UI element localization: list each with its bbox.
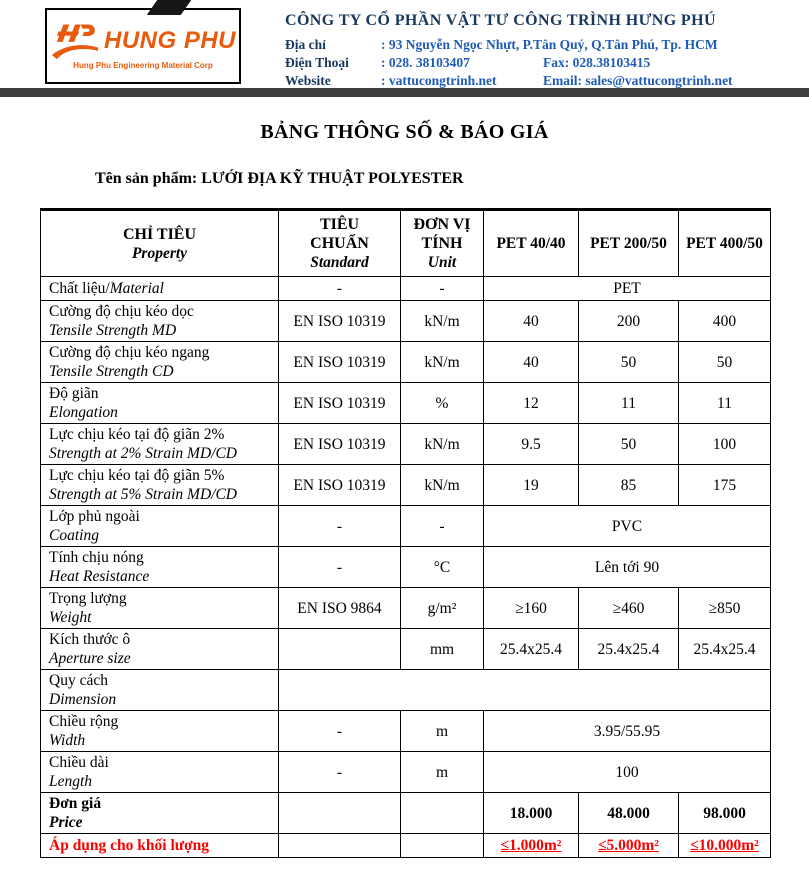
spec-table <box>40 208 771 858</box>
unit-cell: kN/m <box>401 465 484 506</box>
value-cell: 3.95/55.95 <box>484 711 771 752</box>
col-header-unit: ĐƠN VỊ TÍNH Unit <box>401 210 484 277</box>
unit-cell: kN/m <box>401 342 484 383</box>
value-cell: 19 <box>484 465 579 506</box>
standard-cell: - <box>279 752 401 793</box>
address-label: Địa chỉ <box>285 37 326 52</box>
empty-cell <box>279 670 771 711</box>
standard-cell: EN ISO 10319 <box>279 383 401 424</box>
row-dimension <box>41 670 771 711</box>
address-value: : 93 Nguyễn Ngọc Nhựt, P.Tân Quý, Q.Tân Phú, Tp. HCM <box>381 37 718 52</box>
company-logo <box>45 8 241 84</box>
standard-cell: EN ISO 10319 <box>279 342 401 383</box>
value-cell: 200 <box>579 301 679 342</box>
value-cell: ≥460 <box>579 588 679 629</box>
value-cell: PET <box>484 277 771 301</box>
unit-cell: m <box>401 711 484 752</box>
standard-cell: - <box>279 711 401 752</box>
row-tensile-cd <box>41 342 771 383</box>
property-cell: Kích thước ô Aperture size <box>41 629 279 670</box>
standard-cell: EN ISO 10319 <box>279 301 401 342</box>
unit-cell: - <box>401 277 484 301</box>
row-coating <box>41 506 771 547</box>
address-row <box>285 36 733 54</box>
value-cell: 12 <box>484 383 579 424</box>
row-length <box>41 752 771 793</box>
col-header-standard: TIÊU CHUẨN Standard <box>279 210 401 277</box>
brand-tagline: Hung Phu Engineering Material Corp <box>73 61 213 70</box>
value-cell: 11 <box>579 383 679 424</box>
brand-name: HUNG PHU <box>103 27 236 54</box>
row-elongation <box>41 383 771 424</box>
price-value-cell: 48.000 <box>579 793 679 834</box>
standard-cell: - <box>279 506 401 547</box>
website-row <box>285 72 733 90</box>
standard-cell: - <box>279 547 401 588</box>
unit-cell <box>401 834 484 858</box>
quantity-value-cell: ≤10.000m² <box>679 834 771 858</box>
page-title: BẢNG THÔNG SỐ & BÁO GIÁ <box>260 121 549 143</box>
email-value[interactable]: Email: sales@vattucongtrinh.net <box>543 73 733 88</box>
property-cell: Lực chịu kéo tại độ giãn 2% Strength at 2% Strain MD/CD <box>41 424 279 465</box>
col-header-pet-200-50: PET 200/50 <box>579 210 679 277</box>
property-cell: Cường độ chịu kéo dọc Tensile Strength MD <box>41 301 279 342</box>
value-cell: 50 <box>579 342 679 383</box>
standard-cell: - <box>279 277 401 301</box>
value-cell: 25.4x25.4 <box>484 629 579 670</box>
value-cell: 40 <box>484 342 579 383</box>
value-cell: 40 <box>484 301 579 342</box>
unit-cell: kN/m <box>401 424 484 465</box>
row-strength-5pct <box>41 465 771 506</box>
col-header-pet-40-40: PET 40/40 <box>484 210 579 277</box>
row-width <box>41 711 771 752</box>
phone-row <box>285 54 733 72</box>
standard-cell: EN ISO 10319 <box>279 424 401 465</box>
property-cell: Đơn giá Price <box>41 793 279 834</box>
value-cell: Lên tới 90 <box>484 547 771 588</box>
unit-cell: mm <box>401 629 484 670</box>
quantity-value-cell: ≤1.000m² <box>484 834 579 858</box>
standard-cell: EN ISO 10319 <box>279 465 401 506</box>
property-cell: Chiều dài Length <box>41 752 279 793</box>
value-cell: 100 <box>679 424 771 465</box>
quantity-value-cell: ≤5.000m² <box>579 834 679 858</box>
unit-cell: % <box>401 383 484 424</box>
value-cell: 100 <box>484 752 771 793</box>
hungphu-logo-icon <box>50 22 100 60</box>
row-aperture-size <box>41 629 771 670</box>
standard-cell <box>279 793 401 834</box>
table-header-row <box>41 210 771 277</box>
property-cell: Độ giãn Elongation <box>41 383 279 424</box>
phone-value: : 028. 38103407 <box>381 55 470 70</box>
unit-cell: - <box>401 506 484 547</box>
letterhead <box>0 0 809 88</box>
col-header-property: CHỈ TIÊU Property <box>41 210 279 277</box>
value-cell: 175 <box>679 465 771 506</box>
value-cell: 25.4x25.4 <box>679 629 771 670</box>
standard-cell <box>279 834 401 858</box>
row-weight <box>41 588 771 629</box>
row-price <box>41 793 771 834</box>
unit-cell: m <box>401 752 484 793</box>
property-cell: Lực chịu kéo tại độ giãn 5% Strength at 5% Strain MD/CD <box>41 465 279 506</box>
property-cell: Cường độ chịu kéo ngang Tensile Strength CD <box>41 342 279 383</box>
value-cell: 50 <box>579 424 679 465</box>
price-value-cell: 98.000 <box>679 793 771 834</box>
property-cell: Quy cách Dimension <box>41 670 279 711</box>
row-heat-resistance <box>41 547 771 588</box>
property-cell: Chất liệu/Material <box>41 277 279 301</box>
standard-cell <box>279 629 401 670</box>
unit-cell: kN/m <box>401 301 484 342</box>
company-info <box>285 8 733 90</box>
col-header-pet-400-50: PET 400/50 <box>679 210 771 277</box>
price-value-cell: 18.000 <box>484 793 579 834</box>
row-strength-2pct <box>41 424 771 465</box>
value-cell: 400 <box>679 301 771 342</box>
value-cell: PVC <box>484 506 771 547</box>
row-tensile-md <box>41 301 771 342</box>
row-quantity-threshold <box>41 834 771 858</box>
row-material <box>41 277 771 301</box>
value-cell: 11 <box>679 383 771 424</box>
company-name: CÔNG TY CỔ PHẦN VẬT TƯ CÔNG TRÌNH HƯNG PHÚ <box>285 12 716 29</box>
standard-cell: EN ISO 9864 <box>279 588 401 629</box>
fax-value: Fax: 028.38103415 <box>543 55 651 70</box>
property-cell: Trọng lượng Weight <box>41 588 279 629</box>
value-cell: ≥850 <box>679 588 771 629</box>
value-cell: 25.4x25.4 <box>579 629 679 670</box>
property-cell: Chiều rộng Width <box>41 711 279 752</box>
quantity-label-cell: Áp dụng cho khối lượng <box>41 834 279 858</box>
property-cell: Tính chịu nóng Heat Resistance <box>41 547 279 588</box>
phone-label: Điện Thoại <box>285 55 349 70</box>
unit-cell <box>401 793 484 834</box>
value-cell: ≥160 <box>484 588 579 629</box>
unit-cell: °C <box>401 547 484 588</box>
website-label: Website <box>285 73 331 88</box>
value-cell: 85 <box>579 465 679 506</box>
product-name-line: Tên sản phẩm: LƯỚI ĐỊA KỸ THUẬT POLYESTER <box>95 170 464 187</box>
website-value[interactable]: : vattucongtrinh.net <box>381 73 497 88</box>
value-cell: 9.5 <box>484 424 579 465</box>
unit-cell: g/m² <box>401 588 484 629</box>
property-cell: Lớp phủ ngoài Coating <box>41 506 279 547</box>
value-cell: 50 <box>679 342 771 383</box>
